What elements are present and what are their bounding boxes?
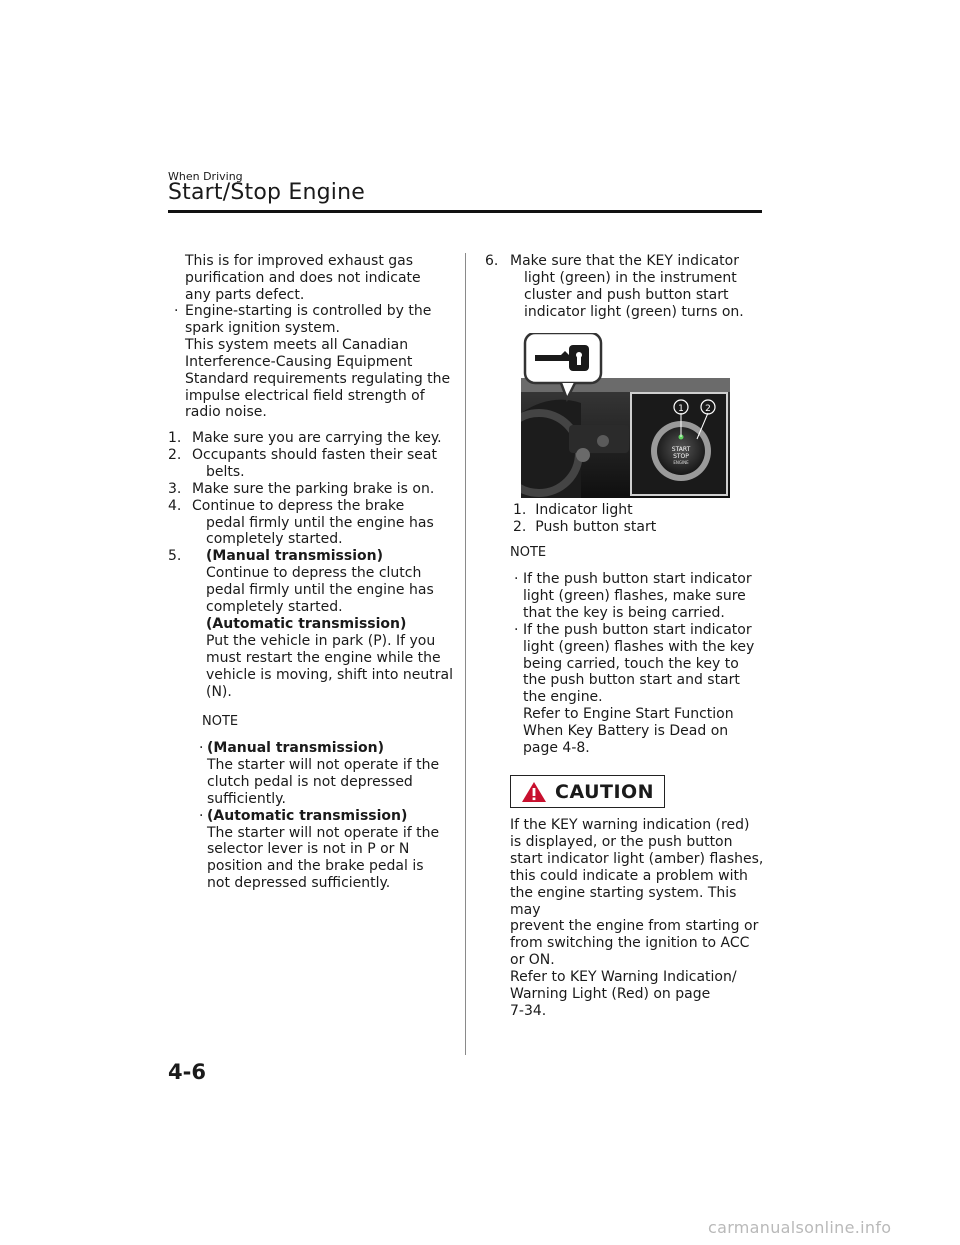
column-divider [465,253,466,1055]
text-line: Put the vehicle in park (P). If you [206,632,436,649]
text-line: Make sure the parking brake is on. [192,480,435,497]
caption-1: 1. Indicator light [513,502,633,518]
step-number: 2. [168,446,182,463]
text-line: clutch pedal is not depressed [207,773,413,790]
step-4 [168,498,458,549]
step-3 [168,481,458,498]
text-line: not depressed sufficiently. [207,875,391,892]
text-line: If the KEY warning indication (red) [510,817,750,833]
bullet-dot: · [174,303,179,319]
text-line: If the push button start indicator [523,571,752,587]
warning-triangle-icon [521,781,547,803]
step-2 [168,447,458,481]
text-line: sufficiently. [207,790,286,807]
step-6 [485,253,765,321]
note-item-manual [199,740,457,808]
caution-label: CAUTION [555,780,655,803]
text-line: being carried, touch the key to [523,655,739,672]
text-line: purification and does not indicate [185,269,421,286]
text-line: Warning Light (Red) on page [510,986,711,1003]
text-line: cluster and push button start [524,286,729,303]
text-line: Occupants should fasten their seat [192,446,437,463]
text-line: Refer to KEY Warning Indication/ [510,969,737,986]
caution-box [510,775,665,808]
text-line: must restart the engine while the [206,649,441,666]
subheading-automatic: (Automatic transmission) [207,807,408,824]
text-line: position and the brake pedal is [207,858,424,875]
text-line: impulse electrical field strength of [185,387,425,404]
text-line: The starter will not operate if the [207,756,440,773]
text-line: the push button start and start [523,672,740,689]
text-line: This is for improved exhaust gas [185,253,414,269]
text-line: this could indicate a problem with [510,867,748,884]
note-item-1 [514,571,763,622]
text-line: light (green) flashes with the key [523,638,755,655]
section-label: When Driving [168,170,243,183]
text-line: light (green) in the instrument [524,269,737,286]
text-line: The starter will not operate if the [207,824,440,841]
text-line: Continue to depress the brake [192,497,405,514]
callout-2-label: 2 [705,404,711,414]
step-number: 5. [168,548,182,565]
step-5 [168,548,458,700]
bullet-item-ignition [174,303,455,421]
text-line: Interference-Causing Equipment [185,353,413,370]
bullet-dot: · [514,621,519,638]
note-list-right [514,571,763,757]
text-line: Standard requirements regulating the [185,370,451,387]
step-number: 6. [485,253,499,269]
text-line: 7-34. [510,1002,547,1019]
text-line: that the key is being carried. [523,604,725,621]
text-line: is displayed, or the push button [510,833,733,850]
text-line: Engine-starting is controlled by the [185,303,432,319]
button-label-start: START [671,446,691,453]
text-line: pedal firmly until the engine has [206,514,434,531]
step-number: 4. [168,497,182,514]
text-line: When Key Battery is Dead on [523,723,729,740]
text-line: light (green) flashes, make sure [523,587,746,604]
text-line: prevent the engine from starting or [510,918,759,935]
text-line: Make sure you are carrying the key. [192,430,442,446]
push-button-start-figure [521,333,730,498]
header-rule [168,210,762,213]
subheading-manual: (Manual transmission) [206,548,384,565]
step-number: 1. [168,430,182,446]
caution-text [510,817,770,1020]
note-label-right: NOTE [510,545,547,560]
button-label-stop: STOP [673,453,689,460]
text-line: Continue to depress the clutch [206,565,422,582]
text-line: pedal firmly until the engine has [206,582,434,599]
text-line: any parts defect. [185,286,305,303]
dashboard-illustration [521,333,730,498]
text-line: If the push button start indicator [523,621,752,638]
bullet-dot: · [199,740,204,756]
caption-2: 2. Push button start [513,519,657,535]
text-line: vehicle is moving, shift into neutral [206,666,454,683]
text-line: This system meets all Canadian [185,336,409,353]
note-item-2 [514,621,763,757]
text-line: the engine starting system. This may [510,884,737,918]
callout-1-label: 1 [678,404,684,414]
text-line: start indicator light (amber) flashes, [510,850,764,867]
text-line: spark ignition system. [185,319,340,336]
text-line: Refer to Engine Start Function [523,706,734,723]
bullet-dot: · [514,571,519,587]
note-label-left: NOTE [202,714,239,729]
text-line: selector lever is not in P or N [207,841,410,858]
bullet-dot: · [199,807,204,824]
text-line: the engine. [523,689,603,706]
steps-list [168,430,458,701]
text-line: indicator light (green) turns on. [524,303,744,320]
step-6-body [485,253,765,321]
text-line: completely started. [206,599,343,616]
subheading-manual: (Manual transmission) [207,740,385,756]
text-line: Make sure that the KEY indicator [510,253,739,269]
step-1 [168,430,458,447]
intro-paragraph [185,253,455,304]
note-item-automatic [199,807,457,893]
text-line: radio noise. [185,404,267,421]
watermark[interactable]: carmanualsonline.info [708,1218,892,1237]
button-label-engine: ENGINE [673,460,689,465]
text-line: page 4-8. [523,740,590,757]
caution-header [510,775,665,808]
step-number: 3. [168,480,182,497]
figure-captions [513,502,656,536]
text-line: belts. [206,463,245,480]
subheading-automatic: (Automatic transmission) [206,615,407,632]
text-line: or ON. [510,952,555,969]
note-list-left [199,740,457,892]
text-line: completely started. [206,531,343,548]
page-title: Start/Stop Engine [168,180,365,205]
page-number: 4-6 [168,1060,206,1084]
text-line: (N). [206,683,232,700]
text-line: from switching the ignition to ACC [510,935,750,952]
